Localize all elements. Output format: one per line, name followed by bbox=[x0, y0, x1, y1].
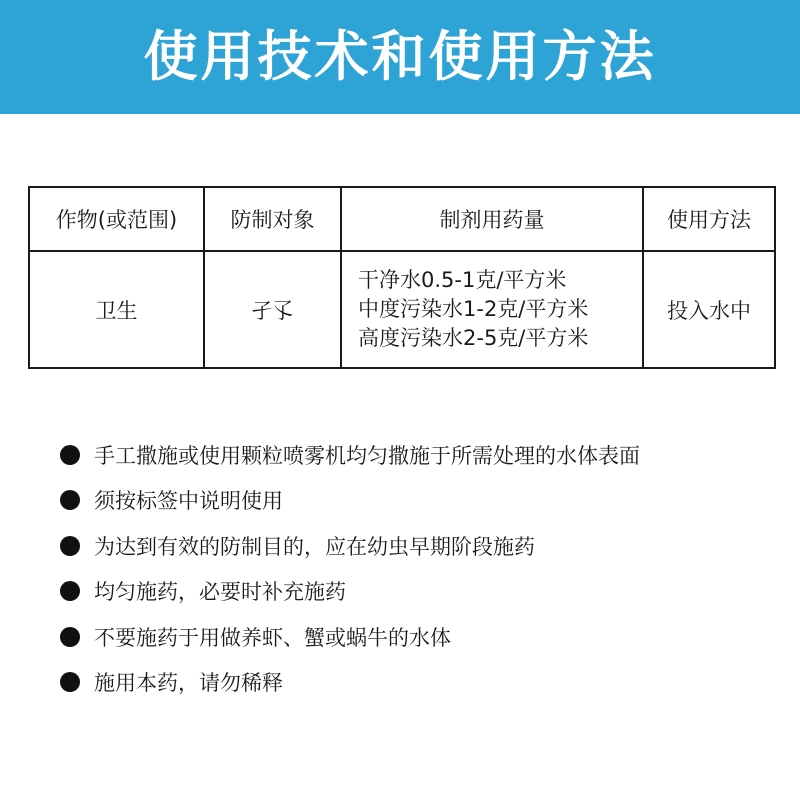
header-target: 防制对象 bbox=[204, 187, 341, 251]
cell-method: 投入水中 bbox=[643, 251, 775, 368]
list-item bbox=[60, 478, 780, 524]
list-item bbox=[60, 614, 780, 660]
cell-target: 孑孓 bbox=[204, 251, 341, 368]
title-banner bbox=[0, 0, 800, 114]
table-header-row bbox=[29, 187, 775, 251]
header-crop: 作物(或范围) bbox=[29, 187, 204, 251]
bullet-icon bbox=[60, 445, 80, 465]
bullet-icon bbox=[60, 627, 80, 647]
note-text: 不要施药于用做养虾、蟹或蜗牛的水体 bbox=[94, 625, 451, 650]
list-item bbox=[60, 569, 780, 615]
usage-table bbox=[28, 186, 776, 369]
table-row bbox=[29, 251, 775, 368]
bullet-icon bbox=[60, 672, 80, 692]
bullet-icon bbox=[60, 581, 80, 601]
list-item bbox=[60, 432, 780, 478]
dosage-clean-water: 干净水0.5-1克/平方米 bbox=[358, 268, 567, 292]
page-title: 使用技术和使用方法 bbox=[143, 25, 657, 88]
header-dosage: 制剂用药量 bbox=[341, 187, 643, 251]
cell-dosage bbox=[341, 251, 643, 368]
note-text: 均匀施药，必要时补充施药 bbox=[94, 580, 346, 605]
note-text: 为达到有效的防制目的，应在幼虫早期阶段施药 bbox=[94, 534, 535, 559]
note-text: 须按标签中说明使用 bbox=[94, 489, 283, 514]
list-item bbox=[60, 523, 780, 569]
note-text: 手工撒施或使用颗粒喷雾机均匀撒施于所需处理的水体表面 bbox=[94, 443, 640, 468]
usage-notes bbox=[60, 432, 780, 705]
bullet-icon bbox=[60, 536, 80, 556]
list-item bbox=[60, 660, 780, 706]
note-text: 施用本药，请勿稀释 bbox=[94, 671, 283, 696]
dosage-moderate-water: 中度污染水1-2克/平方米 bbox=[358, 297, 589, 321]
dosage-heavy-water: 高度污染水2-5克/平方米 bbox=[358, 326, 589, 350]
header-method: 使用方法 bbox=[643, 187, 775, 251]
bullet-icon bbox=[60, 490, 80, 510]
cell-crop: 卫生 bbox=[29, 251, 204, 368]
